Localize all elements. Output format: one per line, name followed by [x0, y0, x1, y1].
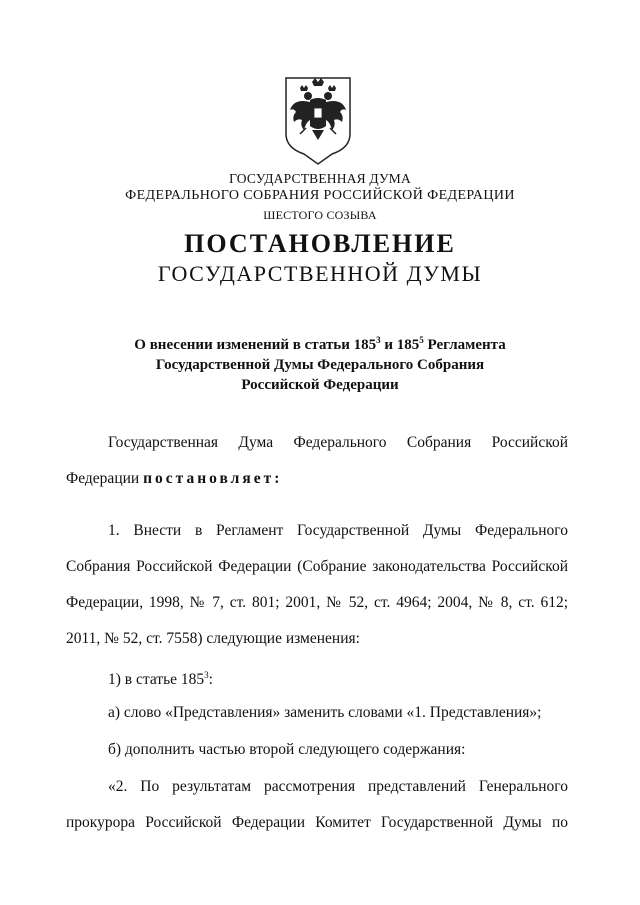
header-line-3: ШЕСТОГО СОЗЫВА: [263, 208, 377, 222]
title-superscript: 5: [419, 335, 424, 345]
title-text: О внесении изменений в статьи 185: [134, 337, 377, 353]
paragraph-1-line-4: 2011, № 52, ст. 7558) следующие изменения:: [66, 630, 360, 647]
item-1-text: 1) в статье 185: [108, 671, 205, 689]
title-line-2: Государственной Думы Федерального Собрания: [155, 357, 485, 373]
russian-coat-of-arms-icon: [280, 74, 356, 166]
document-title: [70, 330, 570, 395]
quote-line-1: «2. По результатам рассмотрения представлений Генерального: [108, 778, 568, 795]
item-b: б) дополнить частью второй следующего содержания:: [108, 741, 466, 758]
title-line-3: Российской Федерации: [241, 377, 399, 393]
intro-line-1: Государственная Дума Федерального Собрания Российской: [108, 434, 568, 451]
header-line-2: ФЕДЕРАЛЬНОГО СОБРАНИЯ РОССИЙСКОЙ ФЕДЕРАЦИИ: [125, 188, 515, 203]
item-1-superscript: 3: [204, 670, 209, 680]
title-line-1: [70, 330, 570, 355]
header-line-1: ГОСУДАРСТВЕННАЯ ДУМА: [229, 171, 411, 186]
quote-line-2: прокурора Российской Федерации Комитет Государственной Думы по: [66, 814, 568, 831]
item-1: [66, 664, 568, 691]
paragraph-1-line-3: Федерации, 1998, № 7, ст. 801; 2001, № 52, ст. 4964; 2004, № 8, ст. 612;: [66, 594, 568, 611]
paragraph-1-line-2: Собрания Российской Федерации (Собрание законодательства Российской: [66, 558, 568, 575]
title-superscript: 3: [376, 335, 381, 345]
document-subtype: ГОСУДАРСТВЕННОЙ ДУМЫ: [157, 261, 483, 286]
item-a: а) слово «Представления» заменить словами «1. Представления»;: [108, 704, 542, 721]
resolution-keyword: постановляет:: [143, 470, 283, 487]
item-1-colon: :: [208, 671, 213, 689]
intro-line-2: [66, 468, 568, 490]
title-text: и 185: [380, 337, 420, 353]
intro-text: Федерации: [66, 470, 144, 487]
title-text: Регламента: [423, 337, 506, 353]
document-type: ПОСТАНОВЛЕНИЕ: [184, 229, 456, 258]
paragraph-1-line-1: 1. Внести в Регламент Государственной Думы Федерального: [108, 522, 568, 539]
